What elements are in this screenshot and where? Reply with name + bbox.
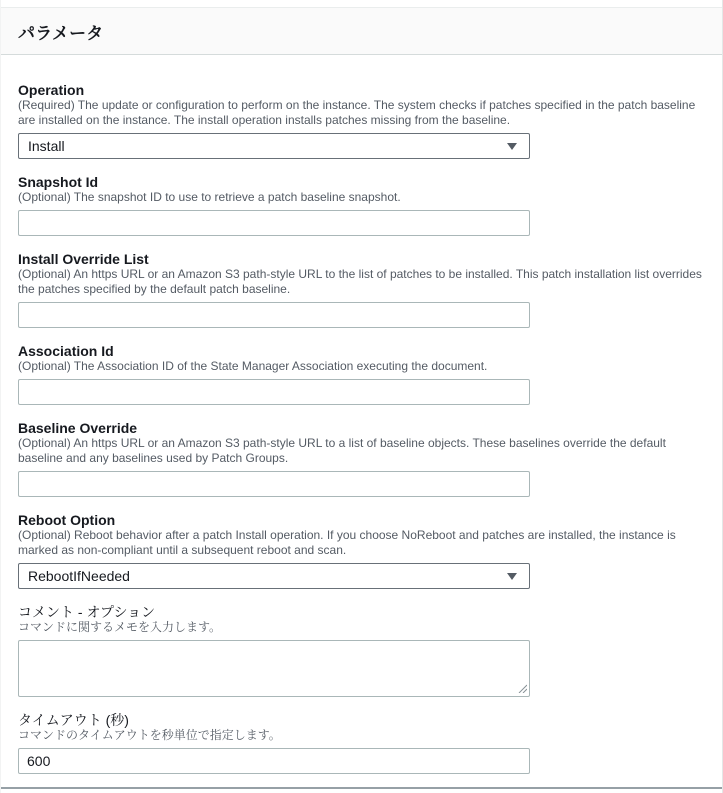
field-label: コメント - オプション [18,604,156,620]
field-description: コマンドに関するメモを入力します。 [18,620,222,634]
field-control [18,133,530,159]
association-id-input[interactable] [18,379,530,405]
comment-textarea-wrap [18,640,530,697]
selected-value: RebootIfNeeded [28,568,130,584]
comment-textarea[interactable] [18,640,530,697]
panel-title: パラメータ [18,23,104,43]
field-description: (Required) The update or configuration to perform on the instance. The system checks if patches specified in the patch baseline are installed on the instance. The install operation installs patches missing from the baseline. [18,98,696,127]
parameters-form [1,55,722,774]
field-baseline-override [18,420,706,497]
field-description: (Optional) An https URL or an Amazon S3 path-style URL to the list of patches to be installed. This patch installation list overrides the patches specified by the default patch baseline. [18,267,702,296]
reboot-option-select[interactable] [18,563,530,589]
operation-select[interactable] [18,133,530,159]
field-control [18,563,530,589]
timeout-seconds-input[interactable] [18,748,530,774]
field-control [18,471,530,497]
field-control [18,379,530,405]
field-description: (Optional) The Association ID of the State Manager Association executing the document. [18,359,488,373]
field-label: Operation [18,82,85,98]
field-label: タイムアウト (秒) [18,712,129,728]
field-description: (Optional) An https URL or an Amazon S3 path-style URL to a list of baseline objects. These baselines override the default baseline and any baselines used by Patch Groups. [18,436,666,465]
resize-handle-icon[interactable] [518,684,527,693]
chevron-down-icon [507,573,517,580]
field-control [18,210,530,236]
field-description: コマンドのタイムアウトを秒単位で指定します。 [18,728,281,742]
field-label: Baseline Override [18,420,138,436]
field-control [18,640,530,697]
panel-header [1,7,722,55]
field-label: Reboot Option [18,512,116,528]
baseline-override-input[interactable] [18,471,530,497]
field-description: (Optional) The snapshot ID to use to retrieve a patch baseline snapshot. [18,190,401,204]
field-reboot-option [18,512,706,589]
chevron-down-icon [507,143,517,150]
snapshot-id-input[interactable] [18,210,530,236]
field-install-override-list [18,251,706,328]
field-operation [18,82,706,159]
install-override-list-input[interactable] [18,302,530,328]
section-divider [1,787,722,789]
field-control [18,748,530,774]
field-snapshot-id [18,174,706,236]
field-timeout-seconds [18,712,706,774]
field-association-id [18,343,706,405]
field-label: Association Id [18,343,114,359]
field-description: (Optional) Reboot behavior after a patch Install operation. If you choose NoReboot and patches are installed, the instance is marked as non-compliant until a subsequent reboot and scan. [18,528,676,557]
selected-value: Install [28,138,65,154]
field-label: Install Override List [18,251,149,267]
field-comment [18,604,706,697]
field-label: Snapshot Id [18,174,99,190]
field-control [18,302,530,328]
